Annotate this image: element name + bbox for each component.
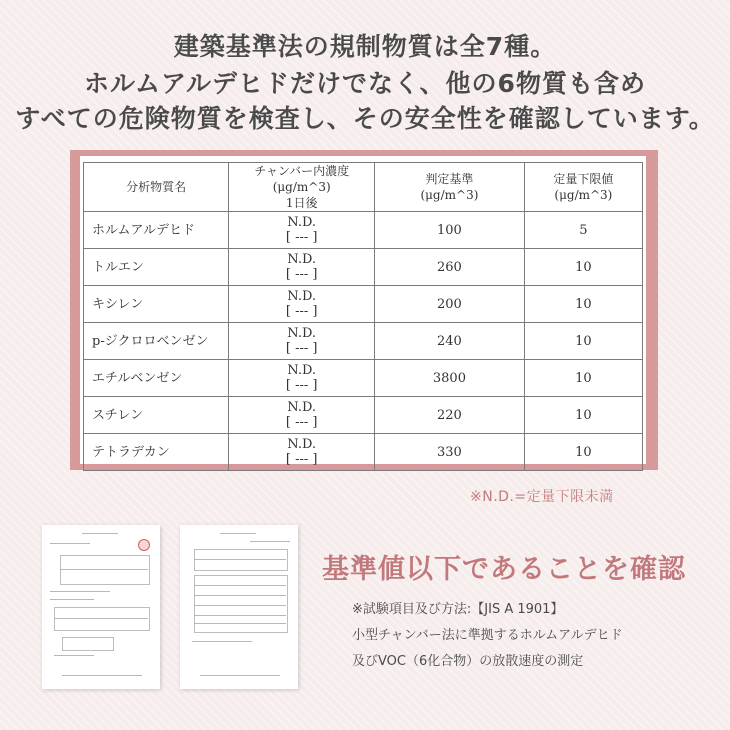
header-quantitation-limit: 定量下限値 (μg/m^3) <box>524 163 642 212</box>
standard-value: 220 <box>375 397 525 434</box>
chamber-value: N.D. [ --- ] <box>229 249 375 286</box>
table-sheet <box>80 156 646 467</box>
table-row <box>84 360 643 397</box>
nd-footnote: ※N.D.=定量下限未満 <box>470 489 614 505</box>
chamber-value: N.D. [ --- ] <box>229 212 375 249</box>
substance-name: テトラデカン <box>84 434 229 471</box>
headline-line-3: すべての危険物質を検査し、その安全性を確認しています。 <box>15 104 715 133</box>
test-report-thumbnail-1 <box>42 525 160 689</box>
headline-line-1: 建築基準法の規制物質は全7種。 <box>173 32 557 61</box>
limit-value: 10 <box>524 360 642 397</box>
limit-value: 10 <box>524 434 642 471</box>
table-header-row <box>84 163 643 212</box>
table-row <box>84 212 643 249</box>
standard-value: 240 <box>375 323 525 360</box>
table-row <box>84 434 643 471</box>
substance-name: ホルムアルデヒド <box>84 212 229 249</box>
test-method-line-3: 及びVOC（6化合物）の放散速度の測定 <box>352 654 584 669</box>
substance-name: トルエン <box>84 249 229 286</box>
table-row <box>84 249 643 286</box>
chamber-value: N.D. [ --- ] <box>229 434 375 471</box>
table-row <box>84 323 643 360</box>
test-method-line-1: ※試験項目及び方法:【JIS A 1901】 <box>352 602 564 617</box>
limit-value: 10 <box>524 323 642 360</box>
chamber-value: N.D. [ --- ] <box>229 286 375 323</box>
substance-name: キシレン <box>84 286 229 323</box>
header-chamber-concentration: チャンバー内濃度 (μg/m^3) 1日後 <box>229 163 375 212</box>
standard-value: 3800 <box>375 360 525 397</box>
chamber-value: N.D. [ --- ] <box>229 397 375 434</box>
confirm-heading: 基準値以下であることを確認 <box>322 554 686 585</box>
table-row <box>84 286 643 323</box>
substance-name: p-ジクロロベンゼン <box>84 323 229 360</box>
limit-value: 10 <box>524 286 642 323</box>
standard-value: 330 <box>375 434 525 471</box>
substance-name: スチレン <box>84 397 229 434</box>
chamber-value: N.D. [ --- ] <box>229 323 375 360</box>
standard-value: 100 <box>375 212 525 249</box>
test-report-thumbnail-2 <box>180 525 298 689</box>
limit-value: 5 <box>524 212 642 249</box>
table-frame <box>70 150 658 470</box>
table-row <box>84 397 643 434</box>
header-substance: 分析物質名 <box>84 163 229 212</box>
chamber-value: N.D. [ --- ] <box>229 360 375 397</box>
substance-name: エチルベンゼン <box>84 360 229 397</box>
standard-value: 200 <box>375 286 525 323</box>
header-standard: 判定基準 (μg/m^3) <box>375 163 525 212</box>
limit-value: 10 <box>524 397 642 434</box>
standard-value: 260 <box>375 249 525 286</box>
limit-value: 10 <box>524 249 642 286</box>
test-method-line-2: 小型チャンバー法に準拠するホルムアルデヒド <box>352 628 623 643</box>
voc-results-table <box>83 162 643 471</box>
headline-line-2: ホルムアルデヒドだけでなく、他の6物質も含め <box>84 69 646 98</box>
